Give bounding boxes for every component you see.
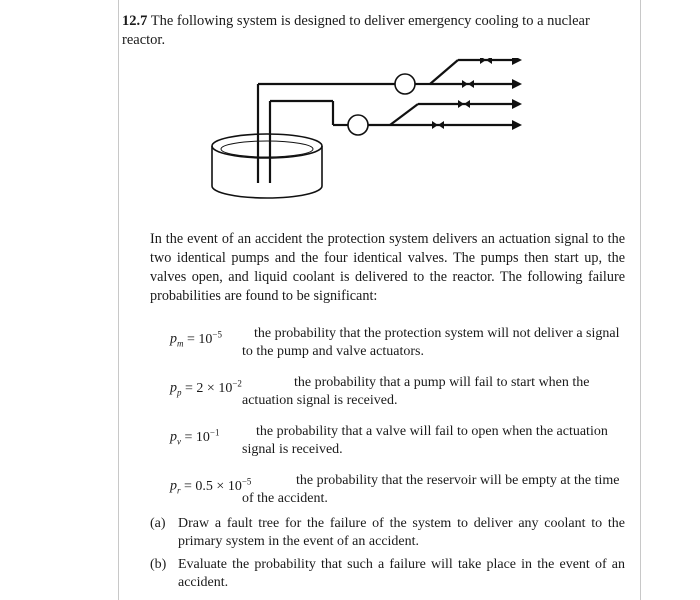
definition-pm-text: the probability that the protection system will not deliver a signal to the pump and valve actuators. — [242, 326, 620, 359]
symbol-pr: $p_r = 0.5 \times 10^{-5}$ — [170, 476, 252, 496]
valve-2 — [462, 80, 474, 88]
definition-pm — [150, 325, 625, 361]
question-b — [150, 556, 625, 592]
question-a-label: (a) — [150, 516, 166, 531]
intro-paragraph: In the event of an accident the protection system delivers an actuation signal to the two identical pumps and the four identical valves. The pumps then start up, the valves open, and liquid coolant is delivered to the reactor. The following failure probabilities are found to be significant: — [150, 231, 625, 304]
definition-pr — [150, 472, 625, 508]
question-b-label: (b) — [150, 557, 167, 572]
arrow-2 — [512, 79, 522, 89]
definition-pp — [150, 374, 625, 410]
upper-pump — [395, 74, 415, 94]
reservoir-top — [212, 134, 322, 158]
symbol-pm: $p_m = 10^{-5}$ — [170, 329, 222, 349]
question-a — [150, 515, 625, 551]
question-a-text: Draw a fault tree for the failure of the system to deliver any coolant to the primary system in the event of an accident. — [178, 516, 625, 549]
valve-group — [432, 58, 492, 129]
definition-pv-text: the probability that a valve will fail to open when the actuation signal is received. — [242, 424, 608, 457]
problem-number: 12.7 — [122, 13, 148, 29]
definition-pr-text: the probability that the reservoir will be empty at the time of the accident. — [242, 473, 620, 506]
page-border-left — [118, 0, 119, 600]
arrow-4 — [512, 120, 522, 130]
valve-3 — [458, 100, 470, 108]
symbol-pv: $p_v = 10^{-1}$ — [170, 427, 220, 447]
problem-title-text: The following system is designed to deliver emergency cooling to a nuclear reactor. — [122, 13, 590, 48]
flow-arrows — [512, 58, 522, 130]
symbol-pp: $p_p = 2 \times 10^{-2}$ — [170, 378, 242, 398]
reservoir-inner-rim — [221, 141, 313, 157]
valve-4 — [432, 121, 444, 129]
arrow-1 — [512, 58, 522, 65]
page-border-right — [640, 0, 641, 600]
cooling-system-diagram — [200, 58, 530, 208]
definition-pv — [150, 423, 625, 459]
problem-statement — [122, 12, 627, 50]
definition-pp-text: the probability that a pump will fail to start when the actuation signal is received. — [242, 375, 590, 408]
arrow-3 — [512, 99, 522, 109]
upper-branch-diagonal — [430, 60, 458, 84]
question-b-text: Evaluate the probability that such a failure will take place in the event of an accident. — [178, 557, 625, 590]
lower-pump — [348, 115, 368, 135]
lower-branch-diagonal — [390, 104, 418, 125]
probability-definitions — [150, 325, 625, 521]
